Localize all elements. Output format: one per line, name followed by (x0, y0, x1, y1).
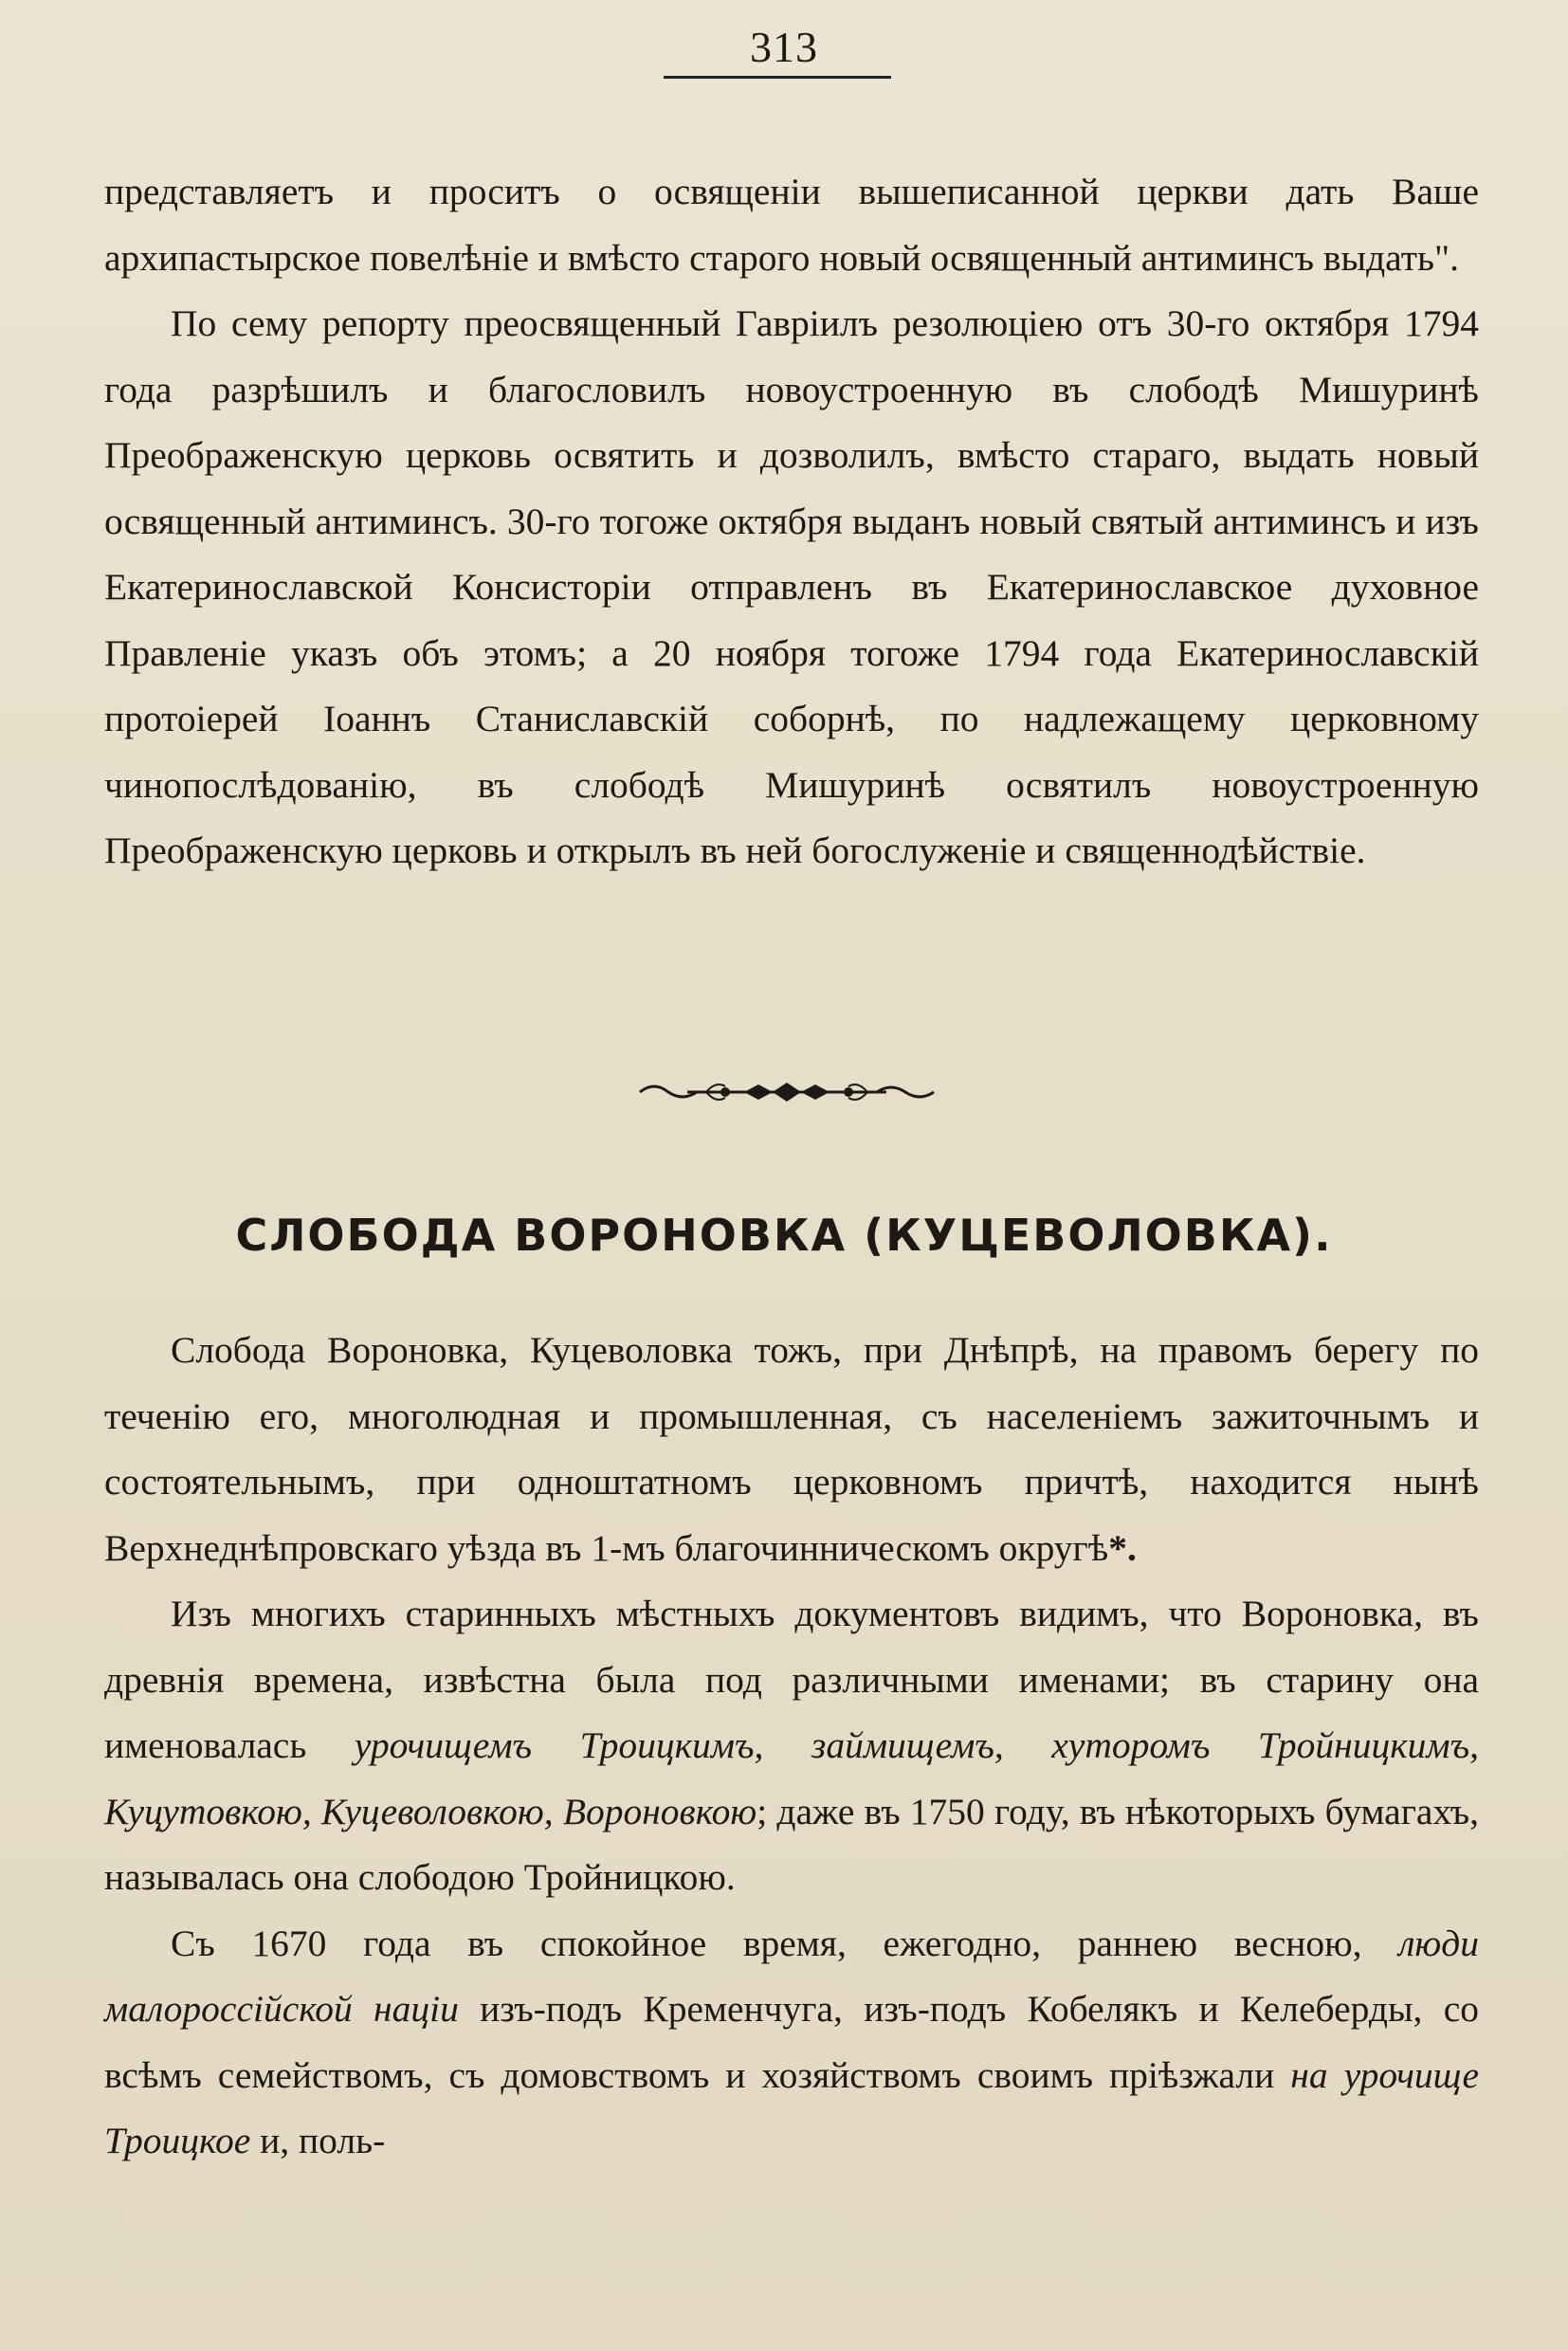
settlers-text-start: Съ 1670 года въ спокойное время, ежегодно, раннею весною, (171, 1922, 1399, 1964)
text-block-top (104, 159, 1479, 884)
page-number-rule (664, 76, 891, 79)
paragraph-location-text: Слобода Вороновка, Куцеволовка тожъ, при Днѣпрѣ, на правомъ берегу по теченію его, многолюдная и промышленная, съ населеніемъ зажиточнымъ и состоятельнымъ, при одноштатномъ церковномъ причтѣ, находится нынѣ Верхнеднѣпровскаго уѣзда въ 1-мъ благочинническомъ округѣ (104, 1329, 1479, 1569)
names-text-end: ; даже въ 1750 году, въ нѣкоторыхъ бумагахъ, называлась она слободою Тройницкою. (104, 1790, 1479, 1898)
footnote-mark: *. (1108, 1526, 1137, 1569)
paragraph-continuation: представляетъ и проситъ о освященіи вышеписанной церкви дать Ваше архипастырское повелѣніе и вмѣсто старого новый освященный антиминсъ выдать". (104, 171, 1479, 279)
paragraph-settlers (104, 1911, 1479, 2175)
paragraph-location (104, 1318, 1479, 1581)
settlers-italic-nation: люди малороссійской націи (104, 1922, 1479, 2030)
settlers-italic-place: на урочище Троицкое (104, 2053, 1479, 2161)
settlers-text-end: и, поль- (250, 2120, 386, 2161)
names-text-start: Изъ многихъ старинныхъ мѣстныхъ документовъ видимъ, что Вороновка, въ древнія времена, извѣстна была под различными именами; въ старину она именовалась (104, 1593, 1479, 1766)
ornament-divider (630, 1071, 943, 1109)
names-italic: урочищемъ Троицкимъ, займищемъ, хуторомъ Тройницкимъ, Куцутовкою, Куцеволовкою, Вороновкою (104, 1724, 1480, 1832)
paragraph-names (104, 1581, 1479, 1911)
section-heading: СЛОБОДА ВОРОНОВКА (КУЦЕВОЛОВКА). (235, 1210, 1333, 1261)
settlers-text-middle: изъ-подъ Кременчуга, изъ-подъ Кобелякъ и Келеберды, со всѣмъ семействомъ, съ домовствомъ и хозяйствомъ своимъ пріѣзжали (104, 1988, 1479, 2096)
page-number: 313 (750, 23, 818, 71)
paragraph-consecration: По сему репорту преосвященный Гавріилъ резолюціею отъ 30-го октября 1794 года разрѣшилъ и благословилъ новоустроенную въ слободѣ Мишуринѣ Преображенскую церковь освятить и дозволилъ, вмѣсто стараго, выдать новый освященный антиминсъ. 30-го тогоже октября выданъ новый святый антиминсъ и изъ Екатеринославской Консисторіи отправленъ въ Екатеринославское духовное Правленіе указъ объ этомъ; а 20 ноября тогоже 1794 года Екатеринославскій протоіерей Іоаннъ Станиславскій соборнѣ, по надлежащему церковному чинопослѣдованію, въ слободѣ Мишуринѣ освятилъ новоустроенную Преображенскую церковь и открылъ въ ней богослуженіе и священнодѣйствіе. (104, 302, 1479, 871)
text-block-voronovka (104, 1318, 1479, 2175)
